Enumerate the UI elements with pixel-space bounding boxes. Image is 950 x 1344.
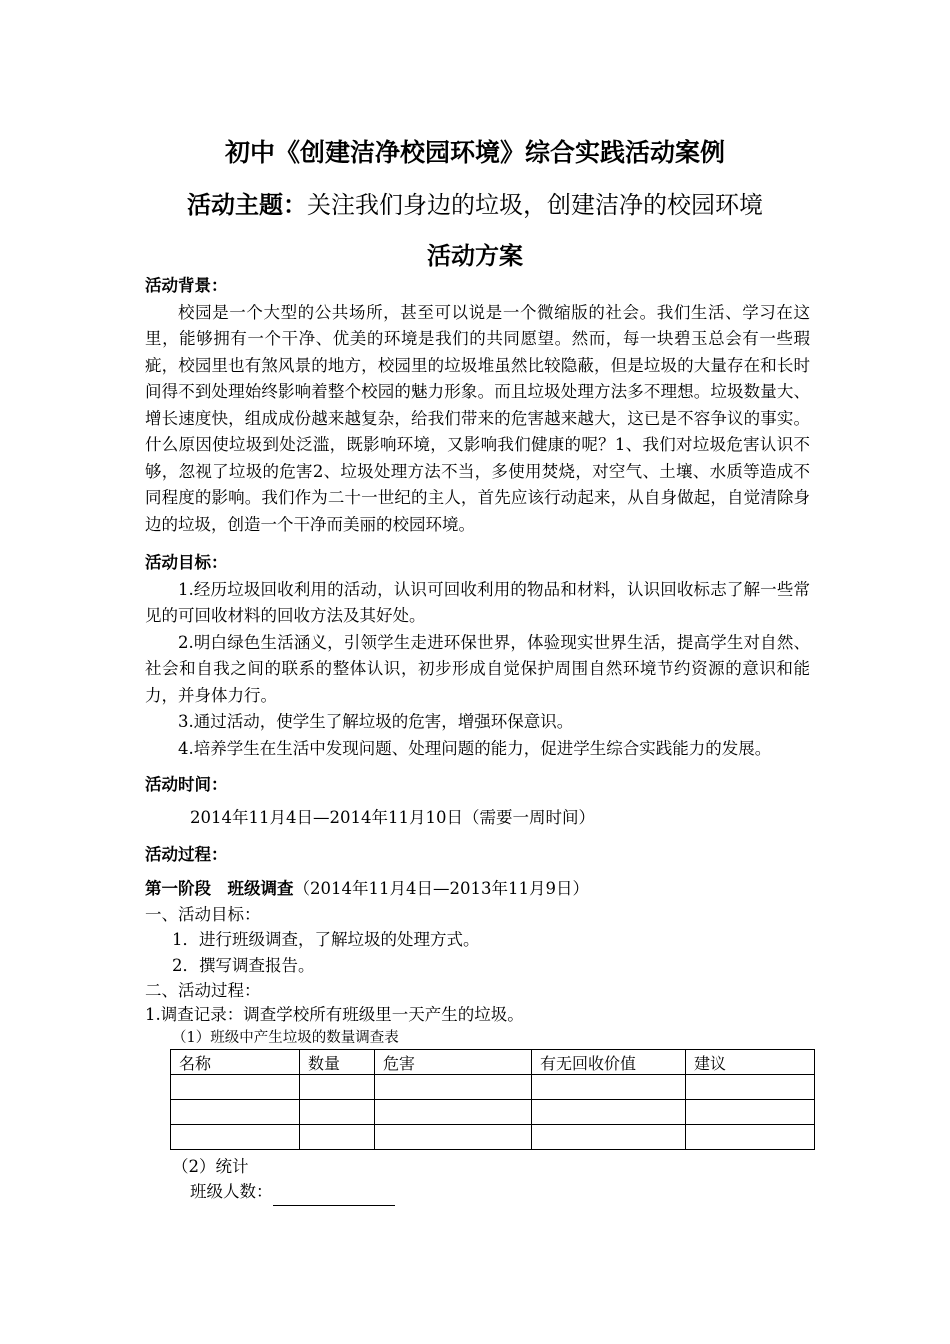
survey-record: 1.调查记录：调查学校所有班级里一天产生的垃圾。 [145,1005,524,1024]
table-header-cell: 建议 [686,1050,815,1075]
goal-item: 4.培养学生在生活中发现问题、处理问题的能力，促进学生综合实践能力的发展。 [178,738,772,758]
stage1-line [145,876,810,903]
goals-section [145,550,810,762]
theme-label: 活动主题： [187,190,307,219]
table-cell[interactable] [300,1100,375,1125]
class-size-label: 班级人数： [190,1182,273,1201]
table-row [171,1125,815,1150]
table-cell[interactable] [532,1075,686,1100]
theme-value: 关注我们身边的垃圾，创建洁净的校园环境 [307,191,763,219]
table-cell[interactable] [171,1125,300,1150]
background-section [145,273,810,538]
table-cell[interactable] [300,1125,375,1150]
table-cell[interactable] [300,1075,375,1100]
class-size-blank[interactable] [273,1187,395,1206]
process-heading [145,842,810,869]
goal-item: 1.经历垃圾回收利用的活动，认识可回收利用的物品和材料，认识回收标志了解一些常见的可回收材料的回收方法及其好处。 [145,579,810,625]
goal-heading: 一、活动目标： [145,905,261,924]
table-cell[interactable] [375,1100,532,1125]
table-header-cell: 名称 [171,1050,300,1075]
table-cell[interactable] [171,1075,300,1100]
table-row [171,1075,815,1100]
table-cell[interactable] [532,1100,686,1125]
table-header-row [171,1050,815,1075]
goals-heading: 活动目标： [145,553,228,572]
table-cell[interactable] [375,1125,532,1150]
stage-goal-item: 2．撰写调查报告。 [172,956,315,975]
stage1-label: 第一阶段 班级调查 [145,879,294,898]
activity-theme [0,185,950,220]
table-cell[interactable] [686,1075,815,1100]
stage1-dates: （2014年11月4日—2013年11月9日） [293,879,589,898]
table-cell[interactable] [532,1125,686,1150]
document-title: 初中《创建洁净校园环境》综合实践活动案例 [224,138,725,167]
background-text: 校园是一个大型的公共场所，甚至可以说是一个微缩版的社会。我们生活、学习在这里，能够拥有一个干净、优美的环境是我们的共同愿望。然而，每一块碧玉总会有一些瑕疵，校园里也有煞风景的地方，校园里的垃圾堆虽然比较隐蔽，但是垃圾的大量存在和长时间得不到处理始终影响着整个校园的魅力形象。而且垃圾处理方法多不理想。垃圾数量大、增长速度快，组成成份越来越复杂，给我们带来的危害越来越大，这已是不容争议的事实。什么原因使垃圾到处泛滥，既影响环境，又影响我们健康的呢？1、我们对垃圾危害认识不够，忽视了垃圾的危害2、垃圾处理方法不当，多使用焚烧，对空气、土壤、水质等造成不同程度的影响。我们作为二十一世纪的主人，首先应该行动起来，从自身做起，自觉清除身边的垃圾，创造一个干净而美丽的校园环境。 [145,302,810,534]
table-row [171,1100,815,1125]
stage-goal-item: 1．进行班级调查，了解垃圾的处理方式。 [172,930,480,949]
time-value: 2014年11月4日—2014年11月10日（需要一周时间） [190,808,595,827]
table-header-cell: 危害 [375,1050,532,1075]
goal-item: 3.通过活动，使学生了解垃圾的危害，增强环保意识。 [178,712,574,731]
process-heading-text: 活动过程： [145,845,228,864]
background-heading: 活动背景： [145,276,228,295]
table-cell[interactable] [171,1100,300,1125]
survey-table [170,1049,815,1150]
table-cell[interactable] [375,1075,532,1100]
time-heading [145,772,810,799]
table-header-cell: 有无回收价值 [532,1050,686,1075]
table-caption: （1）班级中产生垃圾的数量调查表 [172,1030,399,1046]
process-subheading: 二、活动过程： [145,981,261,1000]
table-header-cell: 数量 [300,1050,375,1075]
plan-title: 活动方案 [427,241,523,270]
class-size-line [190,1179,855,1206]
time-heading-text: 活动时间： [145,775,228,794]
goal-item: 2.明白绿色生活涵义，引领学生走进环保世界，体验现实世界生活，提高学生对自然、社会和自我之间的联系的整体认识，初步形成自觉保护周围自然环境节约资源的意识和能力，并身体力行。 [145,632,810,705]
table-cell[interactable] [686,1100,815,1125]
stats-label: （2）统计 [172,1157,249,1176]
table-cell[interactable] [686,1125,815,1150]
